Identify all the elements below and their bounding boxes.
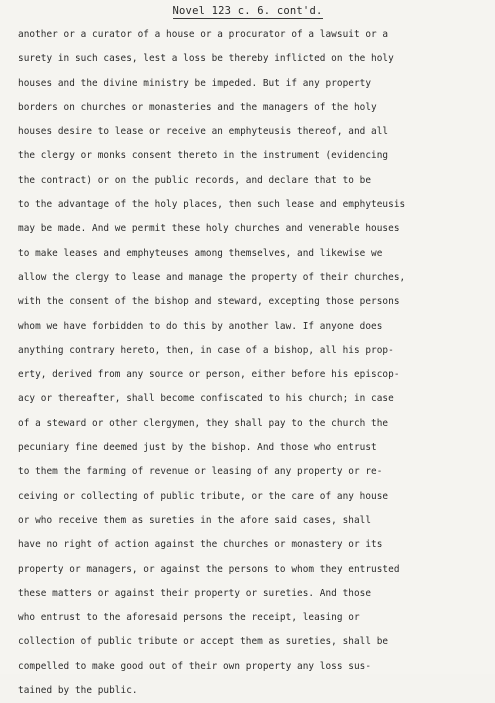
text-line: anything contrary hereto, then, in case of a bishop, all his prop- — [18, 344, 394, 356]
text-line: collection of public tribute or accept them as sureties, shall be — [18, 636, 389, 648]
text-line: have no right of action against the churches or monastery or its — [18, 539, 383, 551]
text-line: houses desire to lease or receive an emphyteusis thereof, and all — [18, 126, 389, 138]
text-line: surety in such cases, lest a loss be thereby inflicted on the holy — [18, 53, 394, 65]
text-line: allow the clergy to lease and manage the property of their churches, — [18, 271, 406, 283]
text-line: may be made. And we permit these holy churches and venerable houses — [18, 223, 400, 235]
text-line: with the consent of the bishop and steward, excepting those persons — [18, 296, 400, 308]
text-line: the clergy or monks consent thereto in the instrument (evidencing — [18, 150, 389, 162]
text-line: erty, derived from any source or person, either before his episcop- — [18, 369, 400, 381]
text-line: houses and the divine ministry be impeded. But if any property — [18, 77, 372, 89]
text-line: acy or thereafter, shall become confiscated to his church; in case — [18, 393, 394, 405]
text-line: these matters or against their property or sureties. And those — [18, 587, 372, 599]
text-line: to them the farming of revenue or leasing of any property or re- — [18, 466, 383, 478]
page-heading — [0, 5, 495, 17]
text-line: of a steward or other clergymen, they shall pay to the church the — [18, 417, 389, 429]
text-line: the contract) or on the public records, and declare that to be — [18, 174, 372, 186]
text-line: to make leases and emphyteuses among themselves, and likewise we — [18, 247, 383, 259]
text-line: to the advantage of the holy places, then such lease and emphyteusis — [18, 199, 406, 211]
text-line: tained by the public. — [18, 685, 138, 697]
body-text — [18, 23, 486, 703]
text-line: or who receive them as sureties in the afore said cases, shall — [18, 514, 372, 526]
text-line: property or managers, or against the persons to whom they entrusted — [18, 563, 400, 575]
text-line: borders on churches or monasteries and the managers of the holy — [18, 101, 377, 113]
text-line: pecuniary fine deemed just by the bishop. And those who entrust — [18, 442, 377, 454]
text-line: whom we have forbidden to do this by another law. If anyone does — [18, 320, 383, 332]
text-line: who entrust to the aforesaid persons the receipt, leasing or — [18, 612, 360, 624]
text-line: ceiving or collecting of public tribute, or the care of any house — [18, 490, 389, 502]
heading-text: Novel 123 c. 6. cont'd. — [172, 5, 323, 17]
text-line: another or a curator of a house or a procurator of a lawsuit or a — [18, 29, 389, 40]
text-line: compelled to make good out of their own property any loss sus- — [18, 660, 372, 672]
